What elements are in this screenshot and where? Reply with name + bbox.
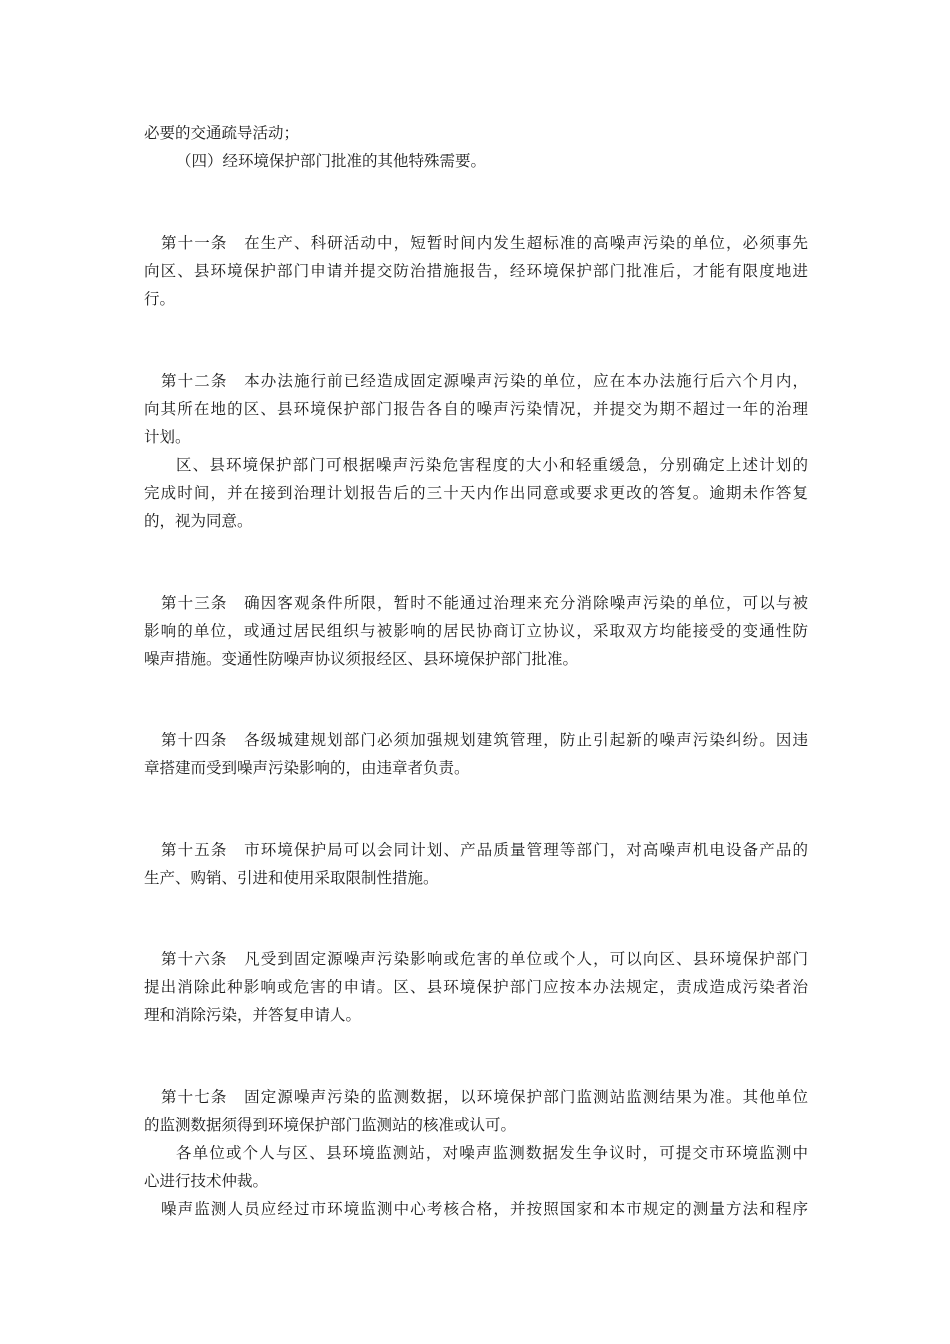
text-line: （四）经环境保护部门批准的其他特殊需要。 xyxy=(176,152,487,170)
text-line: 向其所在地的区、县环境保护部门报告各自的噪声污染情况，并提交为期不超过一年的治理 xyxy=(144,400,808,418)
text-line: 提出消除此种影响或危害的申请。区、县环境保护部门应按本办法规定，责成造成污染者治 xyxy=(144,978,808,996)
text-line: 章搭建而受到噪声污染影响的，由违章者负责。 xyxy=(144,759,470,777)
text-line: 完成时间，并在接到治理计划报告后的三十天内作出同意或要求更改的答复。逾期未作答复 xyxy=(144,484,808,502)
text-line: 区、县环境保护部门可根据噪声污染危害程度的大小和轻重缓急，分别确定上述计划的 xyxy=(176,456,808,474)
text-line: 的监测数据须得到环境保护部门监测站的核准或认可。 xyxy=(144,1116,517,1134)
text-line: 计划。 xyxy=(144,428,191,446)
text-line: 心进行技术仲裁。 xyxy=(144,1172,269,1190)
article-14-heading-line: 第十四条 各级城建规划部门必须加强规划建筑管理，防止引起新的噪声污染纠纷。因违 xyxy=(161,731,808,749)
text-line: 生产、购销、引进和使用采取限制性措施。 xyxy=(144,869,439,887)
text-line: 影响的单位，或通过居民组织与被影响的居民协商订立协议，采取双方均能接受的变通性防 xyxy=(144,622,808,640)
article-13-heading-line: 第十三条 确因客观条件所限，暂时不能通过治理来充分消除噪声污染的单位，可以与被 xyxy=(161,594,808,612)
article-16-heading-line: 第十六条 凡受到固定源噪声污染影响或危害的单位或个人，可以向区、县环境保护部门 xyxy=(161,950,808,968)
article-15-heading-line: 第十五条 市环境保护局可以会同计划、产品质量管理等部门，对高噪声机电设备产品的 xyxy=(161,841,808,859)
text-line: 必要的交通疏导活动； xyxy=(144,124,300,142)
article-17-heading-line: 第十七条 固定源噪声污染的监测数据，以环境保护部门监测站监测结果为准。其他单位 xyxy=(161,1088,808,1106)
text-line: 各单位或个人与区、县环境监测站，对噪声监测数据发生争议时，可提交市环境监测中 xyxy=(176,1144,808,1162)
article-12-heading-line: 第十二条 本办法施行前已经造成固定源噪声污染的单位，应在本办法施行后六个月内， xyxy=(161,372,808,390)
text-line: 向区、县环境保护部门申请并提交防治措施报告，经环境保护部门批准后，才能有限度地进 xyxy=(144,262,808,280)
text-line: 噪声措施。变通性防噪声协议须报经区、县环境保护部门批准。 xyxy=(144,650,579,668)
article-11-heading-line: 第十一条 在生产、科研活动中，短暂时间内发生超标准的高噪声污染的单位，必须事先 xyxy=(161,234,808,252)
text-line: 的，视为同意。 xyxy=(144,512,253,530)
text-line: 理和消除污染，并答复申请人。 xyxy=(144,1006,362,1024)
text-line: 行。 xyxy=(144,290,176,308)
text-line: 噪声监测人员应经过市环境监测中心考核合格，并按照国家和本市规定的测量方法和程序 xyxy=(161,1200,808,1218)
